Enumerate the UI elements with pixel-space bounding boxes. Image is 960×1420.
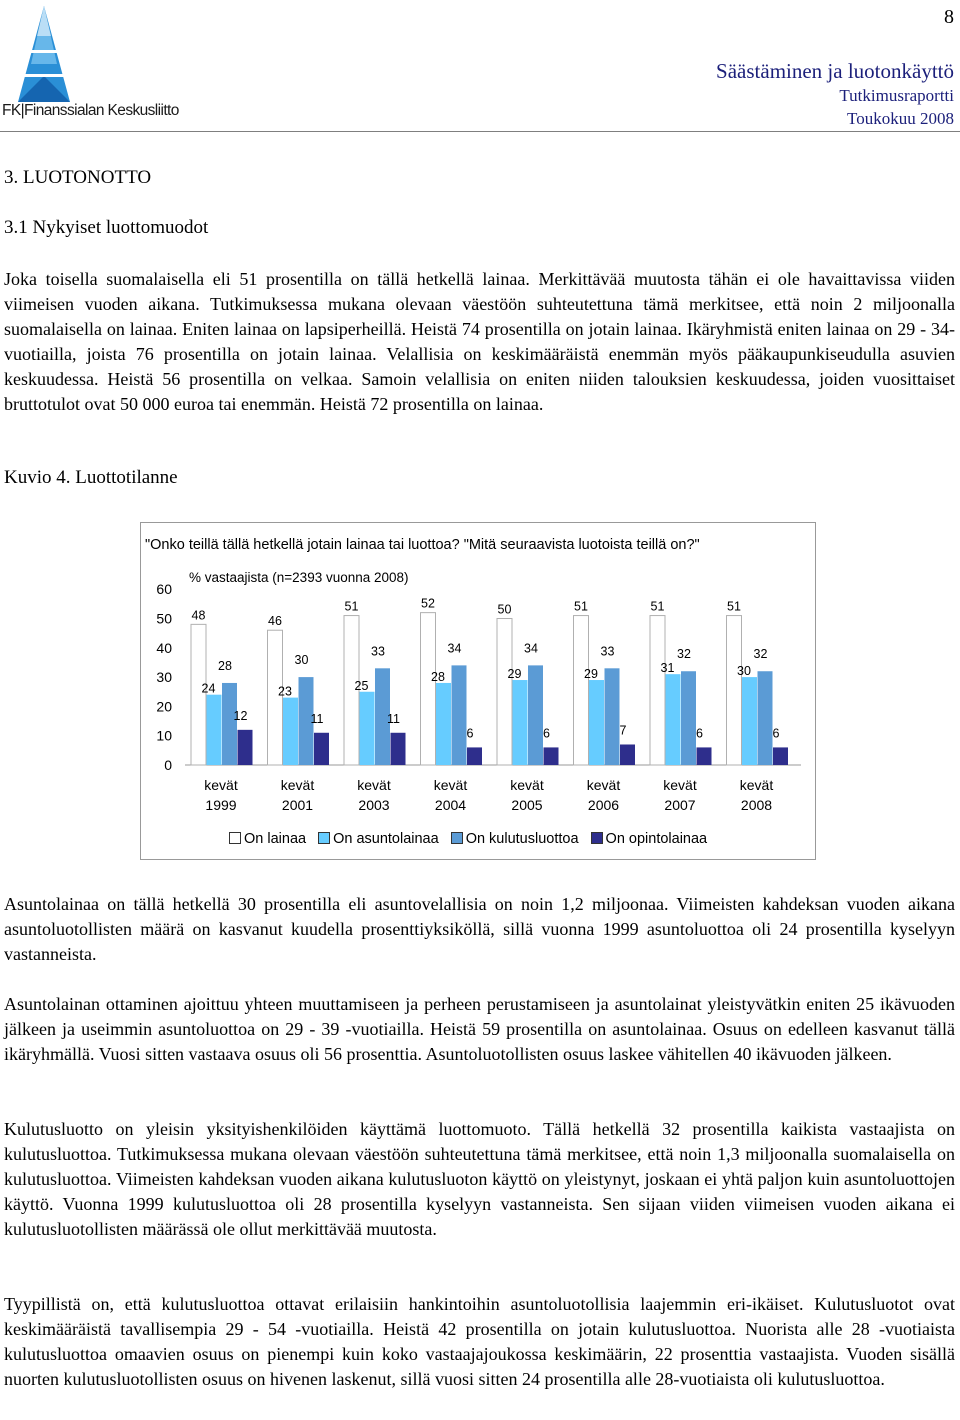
- data-label: 33: [600, 644, 615, 659]
- x-tick-label: kevät: [280, 777, 315, 793]
- data-label: 6: [696, 726, 703, 741]
- bar: [360, 692, 375, 765]
- data-label: 6: [543, 726, 550, 741]
- x-tick-label: kevät: [510, 777, 544, 793]
- data-label: 52: [421, 596, 435, 611]
- bar: [528, 665, 543, 765]
- data-label: 30: [737, 664, 751, 679]
- bar: [283, 698, 298, 765]
- y-tick-label: 20: [156, 698, 172, 715]
- data-label: 23: [278, 684, 292, 699]
- y-tick-label: 0: [164, 757, 172, 773]
- bar: [207, 695, 222, 765]
- bar: [650, 616, 665, 765]
- bar: [758, 671, 773, 765]
- data-label: 29: [507, 667, 522, 682]
- data-label: 51: [574, 599, 588, 614]
- x-tick-label: 2007: [664, 797, 696, 813]
- legend-swatch: [229, 832, 241, 844]
- data-label: 11: [310, 711, 324, 726]
- x-tick-label: 2005: [511, 797, 543, 813]
- bar: [238, 730, 253, 765]
- bar: [314, 733, 329, 765]
- data-label: 30: [294, 653, 309, 668]
- data-label: 32: [753, 647, 768, 662]
- bar: [666, 674, 681, 765]
- bar: [452, 665, 467, 765]
- chart-legend: [229, 831, 719, 847]
- bar: [742, 677, 757, 765]
- x-tick-label: 2003: [358, 797, 390, 813]
- section-heading: 3. LUOTONOTTO: [4, 167, 152, 188]
- x-tick-label: kevät: [586, 777, 621, 793]
- data-label: 28: [218, 658, 232, 673]
- paragraph-housing-loan-age: Asuntolainan ottaminen ajoittuu yhteen muuttamiseen ja perheen perustamiseen ja asuntolainat yleistyvätkin eniten 25 ikävuoden jälkeen ja useimmin asuntoluottoa on 29 - 39 -vuotiailla. Heistä 59 prosentilla on asuntolainaa. Osuus on edelleen kasvanut tällä ikäryhmällä. Vuosi sitten vastaava osuus oli 56 prosenttia. Asuntoluotollisten osuus laskee vähitellen 40 ikävuoden jälkeen.: [4, 994, 955, 1064]
- y-axis-label: % vastaajista (n=2393 vuonna 2008): [189, 570, 409, 585]
- data-label: 6: [772, 726, 780, 741]
- bar: [589, 680, 604, 765]
- bar: [421, 613, 436, 765]
- legend-swatch: [318, 832, 330, 844]
- legend-swatch: [591, 832, 603, 844]
- chart-title: "Onko teillä tällä hetkellä jotain lainaa tai luottoa? "Mitä seuraavista luotoista teillä on?": [145, 537, 700, 553]
- data-label: 48: [191, 608, 206, 623]
- legend-item: [591, 831, 708, 847]
- x-tick-label: kevät: [204, 777, 238, 793]
- data-label: 51: [344, 599, 359, 614]
- bar: [222, 683, 237, 765]
- bar: [681, 671, 696, 765]
- bar: [513, 680, 528, 765]
- header-subtitle: Tutkimusraportti: [839, 86, 954, 105]
- bar: [620, 744, 635, 765]
- header-divider: [0, 131, 960, 132]
- bar: [727, 616, 742, 765]
- data-label: 29: [584, 667, 598, 682]
- data-label: 33: [371, 644, 385, 659]
- bar: [697, 747, 712, 765]
- data-label: 6: [466, 726, 474, 741]
- x-tick-label: 2008: [740, 797, 773, 813]
- figure-caption: Kuvio 4. Luottotilanne: [4, 467, 178, 488]
- subsection-heading: 3.1 Nykyiset luottomuodot: [4, 217, 209, 238]
- bar: [467, 747, 482, 765]
- x-tick-label: kevät: [663, 777, 697, 793]
- data-label: 7: [619, 723, 627, 738]
- data-label: 11: [387, 711, 400, 726]
- y-tick-label: 50: [156, 610, 172, 627]
- data-label: 24: [201, 681, 216, 696]
- x-tick-label: 2006: [587, 797, 620, 813]
- data-label: 50: [497, 602, 512, 617]
- data-label: 28: [431, 669, 445, 684]
- header-date: Toukokuu 2008: [847, 109, 954, 128]
- header-title: Säästäminen ja luotonkäyttö: [716, 59, 954, 83]
- document-header: [716, 58, 954, 130]
- data-label: 34: [447, 641, 462, 656]
- bar: [391, 733, 406, 765]
- bar: [605, 668, 620, 765]
- credit-status-chart: [140, 522, 816, 860]
- paragraph-housing-loans: Asuntolainaa on tällä hetkellä 30 prosentilla eli asuntovelallisia on noin 1,2 miljoonaa. Viimeisten kahdeksan vuoden aikana asuntoluotollisten määrä on kasvanut kuudella prosenttiyksiköllä, sillä vuonna 1999 asuntoluottoa oli 24 prosentilla kyselyyn vastanneista.: [4, 894, 955, 964]
- logo-text: FK|Finanssialan Keskusliitto: [2, 102, 179, 119]
- x-tick-label: kevät: [357, 777, 391, 793]
- page-number: 8: [944, 6, 954, 28]
- paragraph-consumer-credit: Kulutusluotto on yleisin yksityishenkilöiden käyttämä luottomuoto. Tällä hetkellä 32 prosentilla kaikista vastaajista on kulutusluottoa. Tutkimuksessa mukana olevaan väestöön suhteutettuna tämä merkitsee, että noin 1,3 miljoonalla suomalaisella on kulutusluottoa. Viimeisten kahdeksan vuoden aikana kulutusluoton käyttö on yleistynyt, joskaan ei yhtä paljon kuin asuntoluottojen käyttö. Vuonna 1999 kulutusluottoa oli 28 prosentilla kyselyyn vastanneista. Sen sijaan viiden viimeisen vuoden aikana ei kulutusluotollisten määrässä ole ollut merkittävää muutosta.: [4, 1119, 955, 1239]
- bar: [436, 683, 451, 765]
- bar: [574, 616, 589, 765]
- legend-item: [451, 831, 579, 847]
- data-label: 46: [268, 614, 282, 629]
- y-tick-label: 10: [156, 727, 172, 744]
- data-label: 34: [524, 641, 538, 656]
- y-tick-label: 60: [156, 581, 172, 598]
- data-label: 31: [660, 661, 675, 676]
- x-tick-label: 2004: [434, 797, 467, 813]
- data-label: 32: [677, 647, 691, 662]
- legend-label: On opintolainaa: [605, 831, 708, 847]
- chart-plot: [141, 523, 815, 823]
- y-tick-label: 30: [156, 669, 172, 686]
- data-label: 51: [650, 599, 665, 614]
- x-tick-label: 2001: [281, 797, 314, 813]
- x-tick-label: 1999: [205, 797, 237, 813]
- data-label: 51: [727, 599, 741, 614]
- legend-item: [229, 831, 306, 847]
- x-tick-label: kevät: [433, 777, 468, 793]
- legend-item: [318, 831, 439, 847]
- bar: [497, 619, 512, 766]
- legend-label: On kulutusluottoa: [465, 831, 579, 847]
- y-tick-label: 40: [156, 639, 172, 656]
- bar: [773, 747, 788, 765]
- legend-label: On lainaa: [244, 831, 307, 847]
- paragraph-intro: Joka toisella suomalaisella eli 51 prosentilla on tällä hetkellä lainaa. Merkittävää muutosta tähän ei ole havaittavissa viiden viimeisen vuoden aikana. Tutkimuksessa mukana olevaan väestöön suhteutettuna tämä merkitsee, että noin 2 miljoonalla suomalaisella on lainaa. Eniten lainaa on lapsiperheillä. Heistä 74 prosentilla on jotain lainaa. Ikäryhmistä eniten lainaa on 29 - 34-vuotiailla, joista 76 prosentilla on jotain lainaa. Velallisia on keskimääräistä enemmän myös pääkaupunkiseudulla asuvien keskuudessa. Heistä 56 prosentilla on velkaa. Samoin velallisia on eniten niiden talouksien keskuudessa, joiden vuosittaiset bruttotulot ovat 50 000 euroa tai enemmän. Heistä 72 prosentilla on lainaa.: [4, 269, 955, 414]
- paragraph-consumer-credit-age: Tyypillistä on, että kulutusluottoa ottavat erilaisiin hankintoihin asuntoluotollisia laajemmin eri-ikäiset. Kulutusluotot ovat keskimääräistä tavallisempia 29 - 54 -vuotiailla. Heistä 42 prosentilla on jotain kulutusluottoa. Nuorista alle 28 -vuotiaista kulutusluottoa omaavien osuus on pienempi kuin koko vastaajajoukossa keskimäärin, 22 prosenttia vastaajista. Vuoden sisällä nuorten kulutusluotollisten osuus on hivenen laskenut, sillä vuosi sitten 24 prosentilla alle 28-vuotiaista oli kulutusluottoa.: [4, 1294, 955, 1389]
- data-label: 25: [354, 678, 369, 693]
- legend-label: On asuntolainaa: [333, 831, 439, 847]
- data-label: 12: [233, 708, 248, 723]
- bar: [544, 747, 559, 765]
- x-tick-label: kevät: [739, 777, 774, 793]
- legend-swatch: [451, 832, 463, 844]
